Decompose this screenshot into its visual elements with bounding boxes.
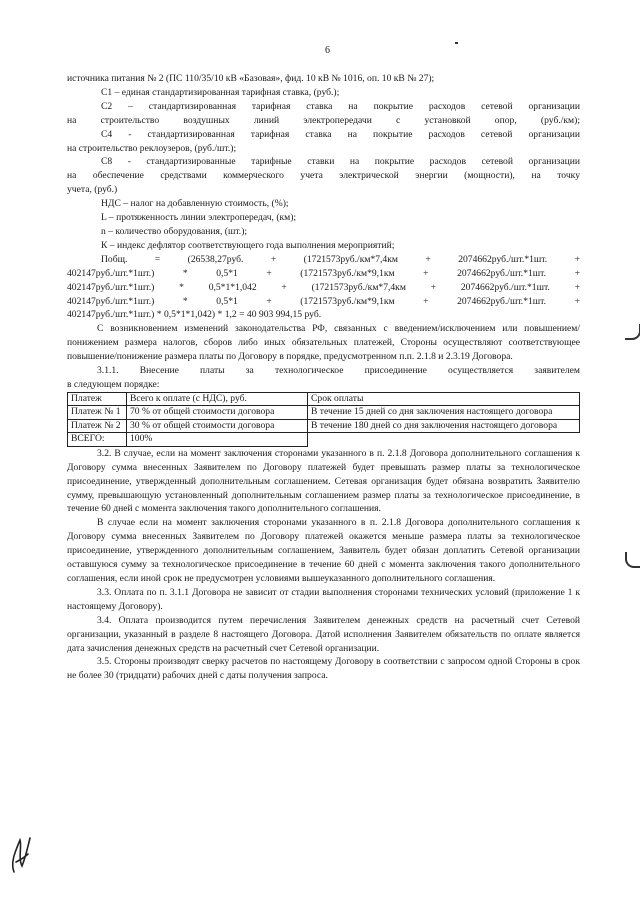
definition-c1: С1 – единая стандартизированная тарифная ставка, (руб.); [101, 86, 340, 98]
table-cell: 30 % от общей стоимости договора [127, 419, 308, 433]
definition-nds: НДС – налог на добавленную стоимость, (%); [101, 198, 289, 210]
payment-table [67, 392, 580, 447]
clause-3-4: 3.4. Оплата производится путем перечисления Заявителем денежных средств на расчетный счет Сетевой организации, указанный в разделе 8 настоящего Договора. Датой исполнения Заявителем обязательств по оплате является дата зачисления денежных средств на расчетный счет Сетевой организации. [67, 614, 580, 654]
handwritten-initials [6, 832, 36, 877]
scan-speck [455, 42, 458, 44]
table-cell: Платеж № 1 [68, 406, 127, 420]
table-cell: В течение 15 дней со дня заключения настоящего договора [308, 406, 580, 420]
table-cell: В течение 180 дней со дня заключения настоящего договора [308, 419, 580, 433]
definition-c8-cont: на обеспечение средствами коммерческого учета электрической энергии (мощности), на точку [67, 170, 580, 182]
definition-c2: С2 – стандартизированная тарифная ставка на покрытие расходов сетевой организации [101, 100, 580, 112]
definition-c4-cont: на строительство реклоузеров, (руб./шт.); [67, 142, 237, 154]
document-body [67, 72, 580, 683]
table-cell: 70 % от общей стоимости договора [127, 406, 308, 420]
table-header-cell: Платеж [68, 392, 127, 406]
page-number: 6 [325, 45, 330, 56]
formula-line: 402147руб./шт.*1шт.) * 0,5*1 + (1721573руб./км*9,1км + 2074662руб./шт.*1шт. + [67, 295, 580, 307]
definition-c8: С8 - стандартизированные тарифные ставки на покрытие расходов сетевой организации [101, 156, 580, 168]
definition-k: К – индекс дефлятор соответствующего года выполнения мероприятий; [101, 239, 395, 251]
definition-n: n – количество оборудования, (шт.); [101, 225, 248, 237]
clause-3-5: 3.5. Стороны производят сверку расчетов по настоящему Договору в соответствии с запросом одной Стороны в срок не более 30 (тридцати) рабочих дней с даты получения запроса. [67, 656, 580, 682]
formula-line: Побщ. = (26538,27руб. + (1721573руб./км*7,4км + 2074662руб./шт.*1шт. + [101, 253, 580, 265]
formula-line: 402147руб./шт.*1шт.) * 0,5*1*1,042 + (1721573руб./км*7,4км + 2074662руб./шт.*1шт. + [67, 281, 580, 293]
table-row [68, 419, 580, 433]
formula-line: 402147руб./шт.*1шт.) * 0,5*1 + (1721573руб./км*9,1км + 2074662руб./шт.*1шт. + [67, 267, 580, 279]
table-cell: ВСЕГО: [68, 433, 127, 447]
table-header-row [68, 392, 580, 406]
formula-result: 402147руб./шт.*1шт.) * 0,5*1*1,042) * 1,2 = 40 903 994,15 руб. [67, 309, 322, 321]
clause-3-1-1-cont: в следующем порядке: [67, 378, 160, 390]
definition-c2-cont: на строительство воздушных линий электропередачи с установкой опор, (руб./км); [67, 114, 580, 126]
table-cell: Платеж № 2 [68, 419, 127, 433]
text-line: источника питания № 2 (ПС 110/35/10 кВ «Базовая», фид. 10 кВ № 1016, оп. 10 кВ № 27); [67, 73, 435, 84]
table-header-cell: Всего к оплате (с НДС), руб. [127, 392, 308, 406]
clause-3-1-1: 3.1.1. Внесение платы за технологическое присоединение осуществляется заявителем [97, 365, 580, 377]
definition-c4: С4 - стандартизированная тарифная ставка на покрытие расходов сетевой организации [101, 128, 580, 140]
binding-hole-mark [625, 552, 640, 568]
definition-c8-cont2: учета, (руб.) [67, 184, 118, 196]
table-cell [308, 433, 580, 447]
table-row [68, 433, 580, 447]
table-row [68, 406, 580, 420]
definition-l: L – протяженность линии электропередач, (км); [101, 212, 297, 224]
paragraph-legislation-changes: С возникновением изменений законодательства РФ, связанных с введением/исключением или повышением/понижением размера налогов, сборов либо иных обязательных платежей, Стороны осуществляют соответствующее повышение/понижение размера платы по Договору в порядке, предусмотренном п.п. 2.1.8 и 2.3.19 Договора. [67, 323, 580, 363]
clause-3-3: 3.3. Оплата по п. 3.1.1 Договора не зависит от стадии выполнения сторонами технических условий (приложение 1 к настоящему Договору). [67, 586, 580, 612]
clause-3-2-b: В случае если на момент заключения сторонами указанного в п. 2.1.8 Договора дополнительного соглашения к Договору сумма внесенных Заявителем по Договору платежей окажется меньше размера платы за технологическое присоединение, утвержденного дополнительным соглашением, Заявитель будет обязан доплатить Сетевой организации оставшуюся сумму за технологическое присоединение в течение 60 дней с момента заключения такого дополнительного соглашения, если иной срок не предусмотрен условиями вышеуказанного дополнительного соглашения. [67, 517, 580, 584]
clause-3-2: 3.2. В случае, если на момент заключения сторонами указанного в п. 2.1.8 Договора дополнительного соглашения к Договору сумма внесенных Заявителем по Договору платежей будет превышать размер платы за технологическое присоединение, утвержденный дополнительным соглашением. Сетевая организация будет обязана возвратить Заявителю сумму, превышающую установленный дополнительным соглашением размер платы за технологическое присоединение, в течение 60 дней с момента заключения такого дополнительного соглашения. [67, 447, 580, 515]
binding-hole-mark [625, 324, 640, 340]
table-header-cell: Срок оплаты [308, 392, 580, 406]
table-cell: 100% [127, 433, 308, 447]
